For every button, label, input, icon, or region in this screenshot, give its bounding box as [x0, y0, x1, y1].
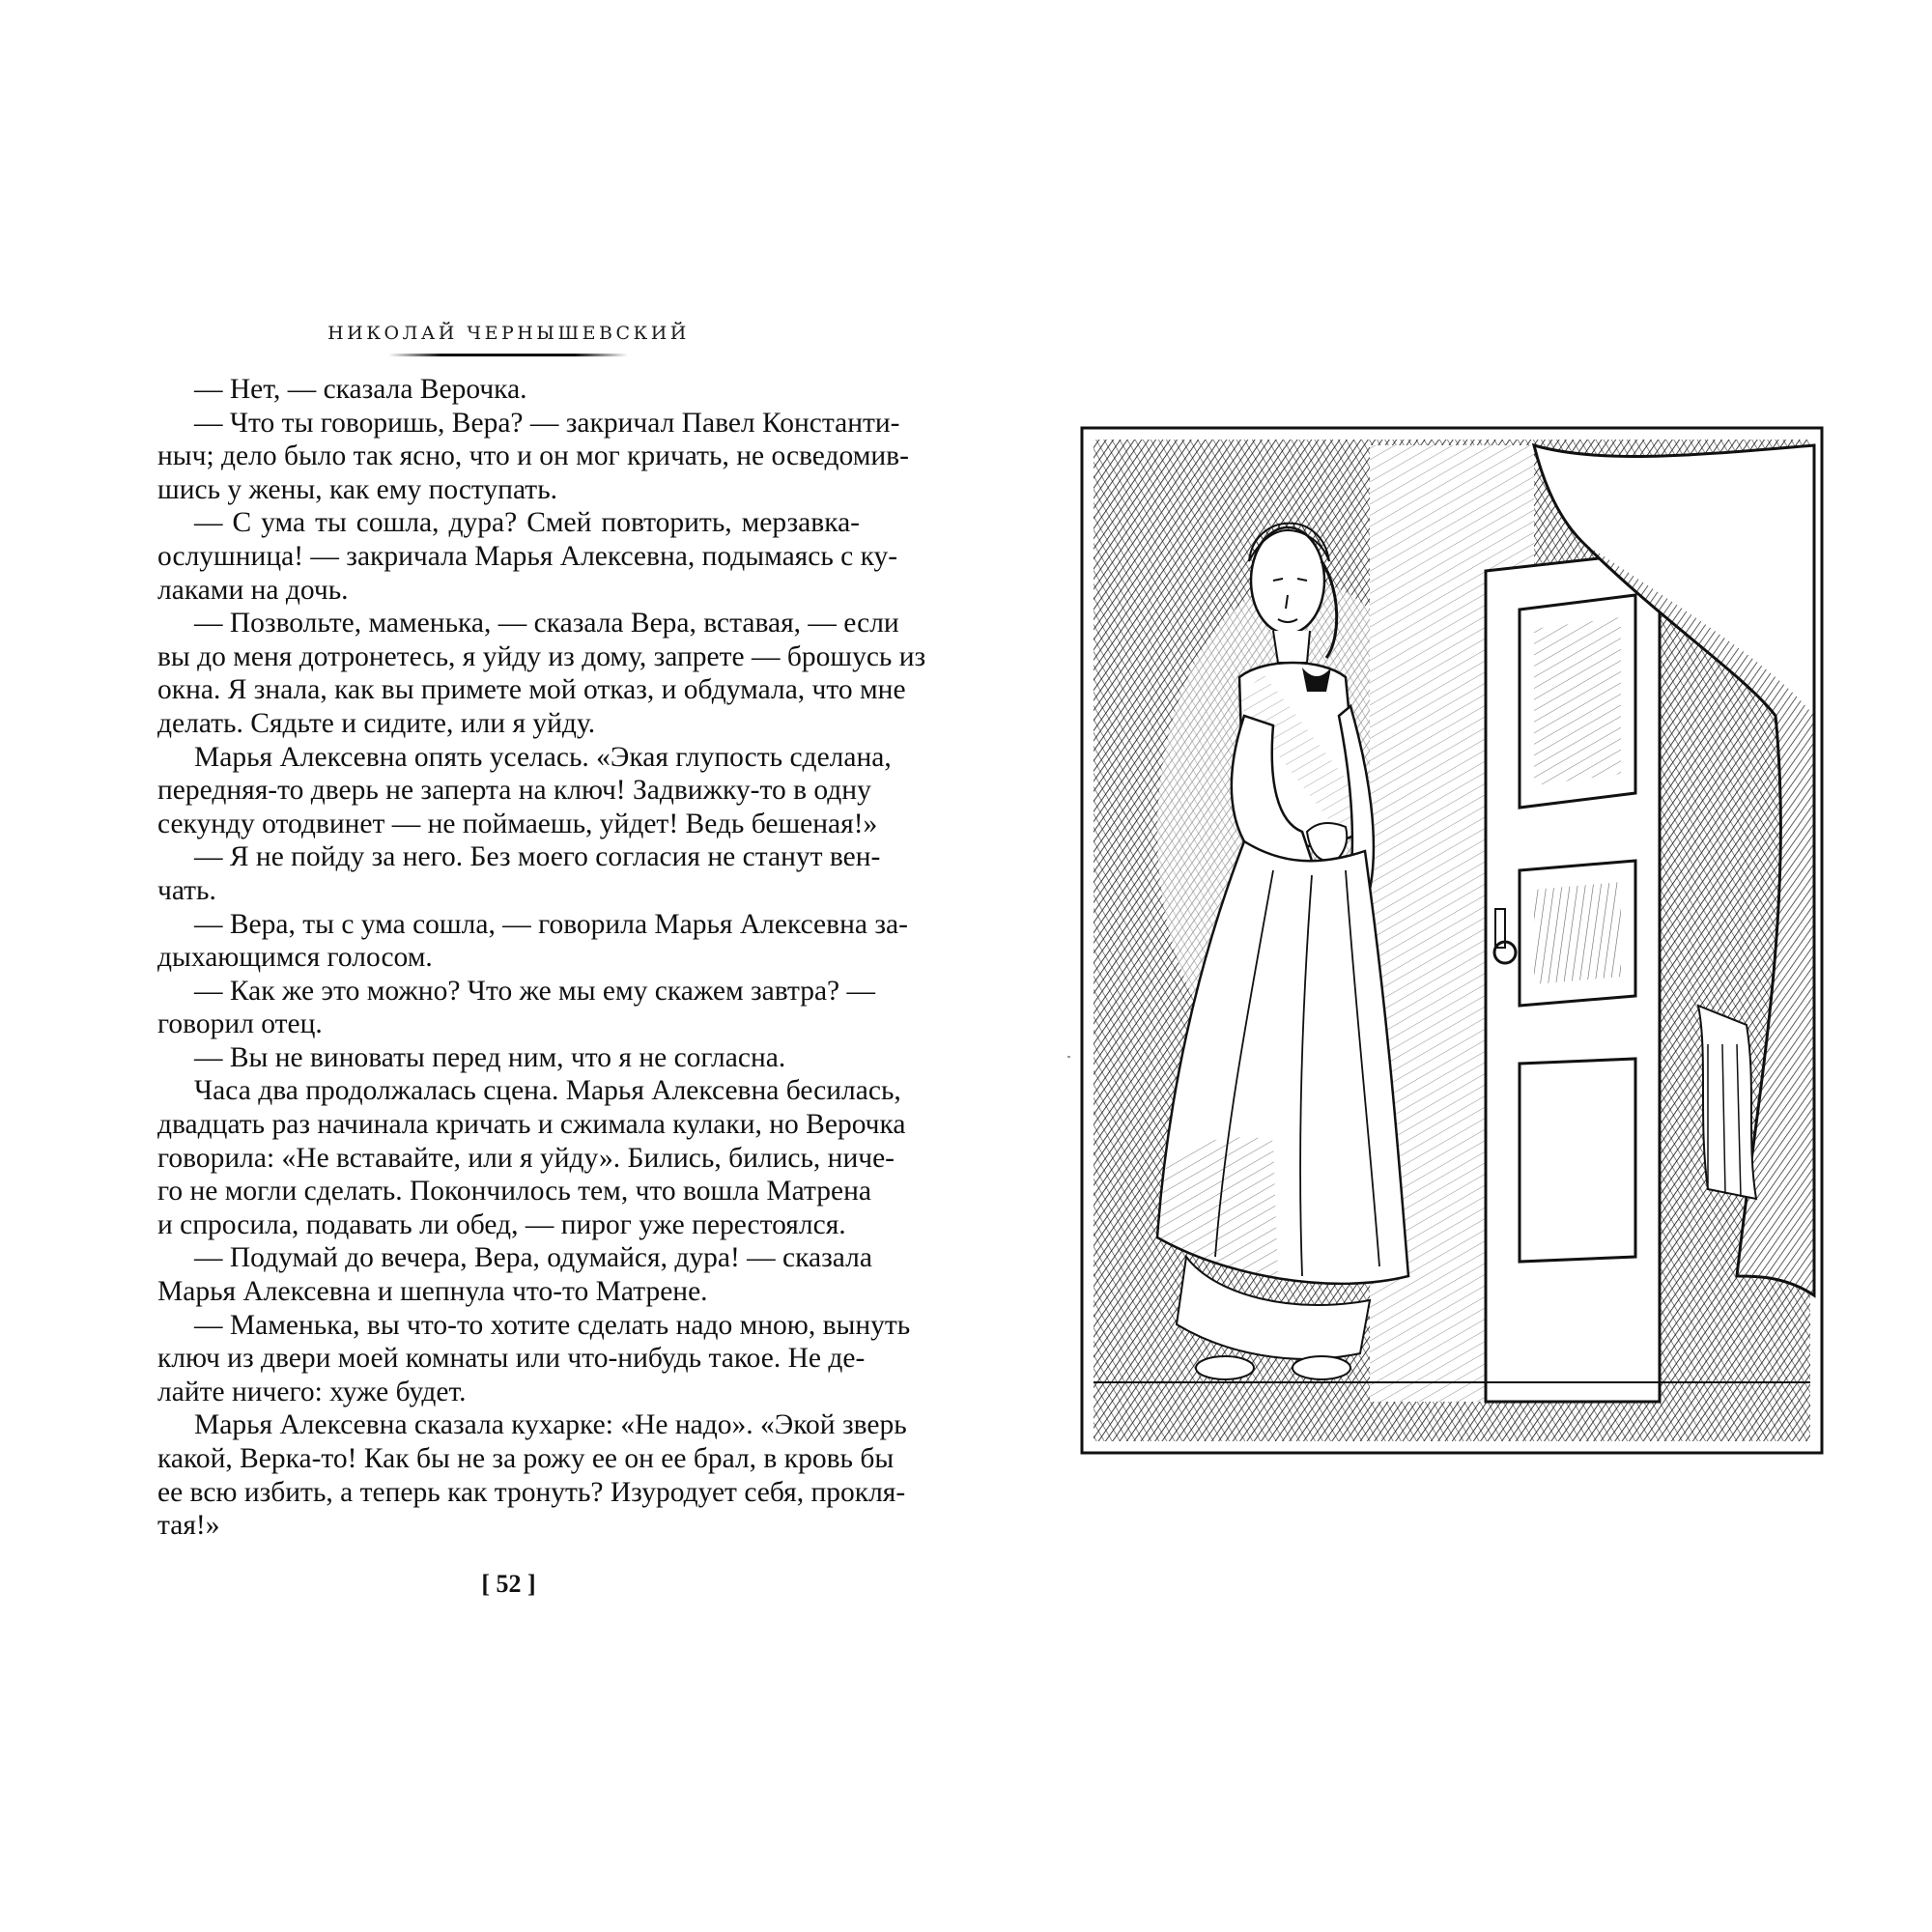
- text-line: — Маменька, вы что-то хотите сделать надо мною, вынуть: [194, 1309, 911, 1341]
- text-line: дыхающимся голосом.: [157, 942, 433, 974]
- text-line: чать.: [157, 874, 216, 906]
- header-rule: [388, 354, 628, 356]
- text-line: — Нет, — сказала Верочка.: [194, 374, 527, 405]
- text-line: окна. Я знала, как вы примете мой отказ, и обдумала, что мне: [157, 674, 906, 706]
- door-middle-shade: [1534, 882, 1621, 984]
- text-line: — Я не пойду за него. Без моего согласия не станут вен-: [194, 841, 881, 873]
- illustration: [1080, 426, 1824, 1455]
- text-line: — Как же это можно? Что же мы ему скажем завтра? —: [194, 975, 876, 1007]
- text-line: — С ума ты сошла, дура? Смей повторить, мерзавка-: [194, 507, 860, 539]
- figure-neck: [1273, 631, 1310, 663]
- text-line: го не могли сделать. Покончилось тем, что вошла Матрена: [157, 1176, 871, 1208]
- figure-foot-left: [1196, 1356, 1254, 1379]
- text-line: Марья Алексевна сказала кухарке: «Не надо». «Экой зверь: [194, 1409, 907, 1441]
- text-line: и спросила, подавать ли обед, — пирог уже перестоялся.: [157, 1208, 846, 1240]
- text-line: секунду отодвинет — не поймаешь, уйдет! Ведь бешеная!»: [157, 808, 878, 839]
- running-header: НИКОЛАЙ ЧЕРНЫШЕВСКИЙ: [327, 323, 690, 344]
- curtain-tassel: [1698, 1006, 1756, 1199]
- text-line: говорил отец.: [157, 1009, 323, 1040]
- text-line: ослушница! — закричала Марья Алексевна, подымаясь с ку-: [157, 540, 898, 572]
- text-line: лаками на дочь.: [157, 574, 349, 606]
- text-line: тая!»: [157, 1510, 220, 1542]
- text-line: передняя-то дверь не заперта на ключ! Задвижку-то в одну: [157, 775, 871, 807]
- text-line: — Вера, ты с ума сошла, — говорила Марья Алексевна за-: [194, 908, 908, 940]
- text-line: ее всю избить, а теперь как тронуть? Изуродует себя, прокля-: [157, 1476, 906, 1508]
- scan-speck: [1067, 1056, 1070, 1058]
- text-line: Марья Алексевна и шепнула что-то Матрене.: [157, 1276, 708, 1308]
- text-line: шись у жены, как ему поступать.: [157, 473, 558, 505]
- page-number: [ 52 ]: [481, 1570, 536, 1598]
- text-line: — Что ты говоришь, Вера? — закричал Павел Константи-: [194, 407, 900, 439]
- text-line: ныч; дело было так ясно, что и он мог кричать, не осведомив-: [157, 440, 909, 472]
- door-upper-shade: [1534, 617, 1621, 785]
- text-line: ключ из двери моей комнаты или что-нибудь такое. Не де-: [157, 1343, 866, 1375]
- figure-foot-right: [1293, 1356, 1350, 1379]
- text-line: вы до меня дотронетесь, я уйду из дому, запрете — брошусь из: [157, 640, 926, 672]
- pen-drawing-svg: [1080, 426, 1824, 1455]
- text-line: двадцать раз начинала кричать и сжимала кулаки, но Верочка: [157, 1109, 906, 1141]
- text-line: говорила: «Не вставайте, или я уйду». Бились, бились, ниче-: [157, 1142, 895, 1174]
- text-line: Часа два продолжалась сцена. Марья Алексевна бесилась,: [194, 1075, 901, 1107]
- text-line: какой, Верка-то! Как бы не за рожу ее он ее брал, в кровь бы: [157, 1443, 895, 1474]
- text-line: — Позвольте, маменька, — сказала Вера, вставая, — если: [194, 608, 899, 639]
- body-text: [157, 373, 926, 1543]
- text-line: — Вы не виноваты перед ним, что я не согласна.: [194, 1041, 786, 1073]
- text-line: лайте ничего: хуже будет.: [157, 1376, 467, 1407]
- text-line: — Подумай до вечера, Вера, одумайся, дура! — сказала: [194, 1242, 872, 1274]
- text-line: делать. Сядьте и сидите, или я уйду.: [157, 707, 596, 739]
- text-line: Марья Алексевна опять уселась. «Экая глупость сделана,: [194, 741, 892, 773]
